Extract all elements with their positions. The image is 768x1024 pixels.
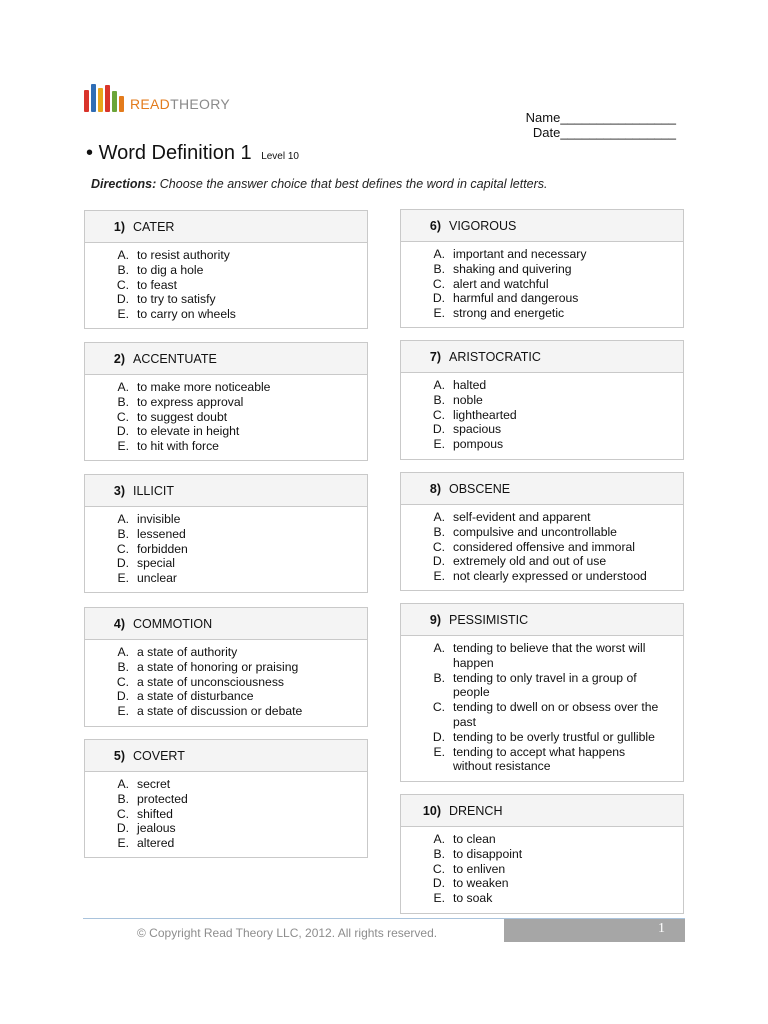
option-text: to soak	[453, 891, 493, 906]
option-text: to try to satisfy	[137, 292, 216, 307]
answer-option[interactable]	[85, 675, 367, 690]
answer-options	[85, 375, 367, 460]
question-header	[85, 608, 367, 640]
option-letter: D.	[432, 729, 445, 744]
logo-wordmark	[130, 97, 230, 112]
question-box	[400, 340, 684, 460]
answer-option[interactable]	[401, 393, 683, 408]
answer-option[interactable]	[85, 836, 367, 851]
question-box	[400, 794, 684, 914]
option-letter: C.	[116, 674, 129, 689]
title-text: Word Definition 1	[98, 142, 252, 164]
option-text: invisible	[137, 512, 181, 526]
answer-option[interactable]	[85, 380, 367, 395]
answer-option[interactable]	[401, 306, 683, 321]
question-number: 9)	[429, 612, 441, 627]
question-number: 7)	[429, 349, 441, 364]
answer-option[interactable]	[401, 510, 683, 525]
answer-option[interactable]	[85, 263, 367, 278]
option-text: to disappoint	[453, 846, 523, 861]
option-letter: E.	[117, 307, 129, 322]
name-date-fields	[526, 110, 676, 140]
question-word: PESSIMISTIC	[449, 612, 529, 627]
readtheory-logo	[84, 84, 230, 112]
option-text: tending to accept what happens without resistance	[453, 744, 626, 774]
option-text: to dig a hole	[137, 262, 204, 277]
answer-option[interactable]	[85, 571, 367, 586]
question-header	[85, 475, 367, 507]
answer-option[interactable]	[401, 569, 683, 584]
book-icon	[112, 91, 117, 112]
question-word: ACCENTUATE	[133, 351, 217, 366]
option-letter: C.	[116, 277, 129, 292]
answer-options	[85, 640, 367, 725]
answer-option[interactable]	[85, 645, 367, 660]
option-text: shaking and quivering	[453, 261, 572, 276]
option-text: harmful and dangerous	[453, 291, 579, 306]
question-box	[84, 607, 368, 727]
answer-option[interactable]	[401, 641, 683, 671]
option-letter: B.	[117, 394, 129, 409]
answer-option[interactable]	[85, 704, 367, 719]
worksheet-title	[86, 141, 299, 169]
option-letter: A.	[433, 641, 445, 655]
book-icon	[98, 88, 103, 112]
question-word: COVERT	[133, 748, 185, 763]
option-text: important and necessary	[453, 247, 587, 261]
answer-option[interactable]	[85, 542, 367, 557]
option-letter: C.	[116, 806, 129, 821]
question-box	[84, 474, 368, 593]
answer-option[interactable]	[85, 424, 367, 439]
option-letter: A.	[117, 380, 129, 394]
level-label: Level 10	[261, 151, 299, 162]
option-text: compulsive and uncontrollable	[453, 524, 617, 539]
option-letter: E.	[117, 836, 129, 851]
option-text: protected	[137, 791, 188, 806]
option-text: lighthearted	[453, 407, 517, 422]
option-letter: A.	[433, 247, 445, 261]
option-letter: E.	[433, 569, 445, 584]
option-text: halted	[453, 378, 487, 392]
option-text: to express approval	[137, 394, 244, 409]
option-text: tending to only travel in a group of people	[453, 670, 637, 700]
question-word: ILLICIT	[133, 483, 174, 498]
question-box	[84, 739, 368, 858]
page-number: 1	[658, 921, 665, 936]
answer-option[interactable]	[401, 671, 683, 701]
copyright-text: © Copyright Read Theory LLC, 2012. All rights reserved.	[137, 926, 438, 940]
answer-options	[401, 505, 683, 590]
page-number-box	[504, 919, 685, 942]
option-letter: A.	[117, 512, 129, 526]
option-letter: A.	[117, 645, 129, 659]
option-letter: D.	[116, 821, 129, 836]
option-text: unclear	[137, 571, 177, 586]
option-text: special	[137, 556, 175, 571]
answer-options	[401, 636, 683, 780]
answer-option[interactable]	[401, 291, 683, 306]
option-letter: B.	[433, 392, 445, 407]
answer-option[interactable]	[85, 556, 367, 571]
option-text: to carry on wheels	[137, 307, 236, 322]
answer-options	[85, 772, 367, 857]
question-header	[401, 341, 683, 373]
question-box	[400, 209, 684, 328]
answer-options	[85, 507, 367, 592]
question-header	[85, 740, 367, 772]
answer-option[interactable]	[401, 832, 683, 847]
option-letter: B.	[433, 524, 445, 539]
option-letter: A.	[433, 378, 445, 392]
book-icon	[91, 84, 96, 112]
answer-option[interactable]	[85, 395, 367, 410]
answer-option[interactable]	[401, 422, 683, 437]
option-letter: D.	[432, 291, 445, 306]
answer-option[interactable]	[85, 410, 367, 425]
option-letter: E.	[117, 439, 129, 454]
question-header	[401, 210, 683, 242]
answer-option[interactable]	[85, 689, 367, 704]
option-text: to resist authority	[137, 248, 230, 262]
option-text: tending to dwell on or obsess over the past	[453, 700, 659, 729]
option-text: to suggest doubt	[137, 409, 228, 424]
answer-option[interactable]	[85, 439, 367, 454]
option-letter: B.	[117, 526, 129, 541]
answer-option[interactable]	[401, 408, 683, 423]
logo-theory-text: THEORY	[170, 96, 230, 112]
books-logo-icon	[84, 84, 124, 112]
option-text: to weaken	[453, 876, 509, 891]
option-letter: D.	[116, 689, 129, 704]
option-text: to hit with force	[137, 439, 219, 454]
option-text: shifted	[137, 806, 173, 821]
answer-option[interactable]	[401, 247, 683, 262]
option-letter: C.	[432, 276, 445, 291]
question-word: DRENCH	[449, 803, 503, 818]
logo-read-text: READ	[130, 96, 171, 112]
answer-option[interactable]	[401, 700, 683, 730]
answer-option[interactable]	[401, 891, 683, 906]
answer-options	[401, 827, 683, 912]
option-letter: B.	[117, 791, 129, 806]
answer-option[interactable]	[85, 278, 367, 293]
answer-option[interactable]	[85, 292, 367, 307]
option-letter: A.	[117, 248, 129, 262]
answer-option[interactable]	[85, 821, 367, 836]
option-letter: E.	[117, 704, 129, 719]
answer-option[interactable]	[85, 527, 367, 542]
book-icon	[105, 85, 110, 112]
option-letter: C.	[116, 409, 129, 424]
option-text: to feast	[137, 277, 177, 292]
question-number: 3)	[113, 483, 125, 498]
option-letter: E.	[433, 744, 445, 759]
option-letter: B.	[433, 261, 445, 276]
answer-option[interactable]	[85, 807, 367, 822]
answer-options	[401, 242, 683, 327]
question-word: COMMOTION	[133, 616, 213, 631]
option-text: extremely old and out of use	[453, 554, 607, 569]
option-text: a state of unconsciousness	[137, 674, 285, 689]
question-box	[400, 603, 684, 782]
question-number: 1)	[113, 219, 125, 234]
option-letter: D.	[116, 292, 129, 307]
answer-option[interactable]	[85, 660, 367, 675]
question-number: 6)	[429, 218, 441, 233]
question-number: 5)	[113, 748, 125, 763]
option-text: pompous	[453, 437, 504, 452]
answer-option[interactable]	[401, 730, 683, 745]
question-word: OBSCENE	[449, 481, 511, 496]
answer-option[interactable]	[85, 307, 367, 322]
question-box	[400, 472, 684, 591]
option-letter: E.	[433, 891, 445, 906]
option-letter: A.	[433, 510, 445, 524]
option-letter: A.	[433, 832, 445, 846]
option-letter: D.	[432, 876, 445, 891]
question-box	[84, 210, 368, 329]
option-text: lessened	[137, 526, 186, 541]
option-letter: D.	[432, 554, 445, 569]
option-text: a state of authority	[137, 645, 238, 659]
question-word: CATER	[133, 219, 175, 234]
answer-option[interactable]	[401, 262, 683, 277]
answer-option[interactable]	[401, 437, 683, 452]
question-word: VIGOROUS	[449, 218, 517, 233]
option-text: to clean	[453, 832, 496, 846]
option-text: to elevate in height	[137, 424, 240, 439]
option-text: tending to be overly trustful or gullible	[453, 729, 655, 744]
answer-option[interactable]	[401, 554, 683, 569]
answer-option[interactable]	[401, 378, 683, 393]
option-text: spacious	[453, 422, 502, 437]
question-header	[401, 473, 683, 505]
title-bullet: •	[86, 142, 94, 164]
option-text: strong and energetic	[453, 306, 565, 321]
option-text: noble	[453, 392, 483, 407]
question-number: 10)	[422, 803, 441, 818]
answer-option[interactable]	[85, 512, 367, 527]
directions-text: Choose the answer choice that best defines the word in capital letters.	[159, 177, 548, 191]
option-letter: C.	[432, 539, 445, 554]
option-text: self-evident and apparent	[453, 510, 591, 524]
option-letter: B.	[117, 659, 129, 674]
answer-option[interactable]	[401, 745, 683, 775]
option-text: a state of honoring or praising	[137, 659, 299, 674]
answer-option[interactable]	[401, 525, 683, 540]
answer-options	[401, 373, 683, 458]
answer-options	[85, 243, 367, 328]
option-text: a state of disturbance	[137, 689, 254, 704]
option-text: alert and watchful	[453, 276, 549, 291]
question-number: 4)	[113, 616, 125, 631]
option-text: jealous	[137, 821, 176, 836]
option-letter: B.	[433, 670, 445, 685]
option-letter: E.	[433, 306, 445, 321]
option-letter: C.	[432, 700, 445, 715]
option-text: not clearly expressed or understood	[453, 569, 647, 584]
answer-option[interactable]	[401, 540, 683, 555]
answer-option[interactable]	[401, 862, 683, 877]
question-box	[84, 342, 368, 461]
option-letter: D.	[116, 556, 129, 571]
option-letter: C.	[432, 407, 445, 422]
option-letter: D.	[432, 422, 445, 437]
answer-option[interactable]	[401, 876, 683, 891]
option-letter: A.	[117, 777, 129, 791]
option-letter: E.	[117, 571, 129, 586]
option-letter: C.	[432, 861, 445, 876]
answer-option[interactable]	[85, 792, 367, 807]
question-word: ARISTOCRATIC	[449, 349, 541, 364]
answer-option[interactable]	[85, 777, 367, 792]
option-text: secret	[137, 777, 171, 791]
question-header	[85, 211, 367, 243]
question-number: 8)	[429, 481, 441, 496]
option-letter: B.	[433, 846, 445, 861]
directions	[91, 177, 548, 191]
option-text: tending to believe that the worst will happen	[453, 641, 646, 670]
answer-option[interactable]	[85, 248, 367, 263]
book-icon	[84, 90, 89, 112]
answer-option[interactable]	[401, 847, 683, 862]
name-field[interactable]: Name________________	[525, 110, 676, 125]
option-text: a state of discussion or debate	[137, 704, 303, 719]
question-header	[401, 795, 683, 827]
option-text: to make more noticeable	[137, 380, 271, 394]
option-text: to enliven	[453, 861, 506, 876]
book-icon	[119, 96, 124, 112]
option-text: considered offensive and immoral	[453, 539, 636, 554]
option-letter: B.	[117, 262, 129, 277]
date-field[interactable]: Date________________	[532, 125, 676, 140]
question-header	[85, 343, 367, 375]
option-text: forbidden	[137, 541, 188, 556]
answer-option[interactable]	[401, 277, 683, 292]
option-letter: E.	[433, 437, 445, 452]
directions-label: Directions:	[91, 177, 157, 191]
option-letter: D.	[116, 424, 129, 439]
question-number: 2)	[113, 351, 125, 366]
option-text: altered	[137, 836, 175, 851]
option-letter: C.	[116, 541, 129, 556]
question-header	[401, 604, 683, 636]
